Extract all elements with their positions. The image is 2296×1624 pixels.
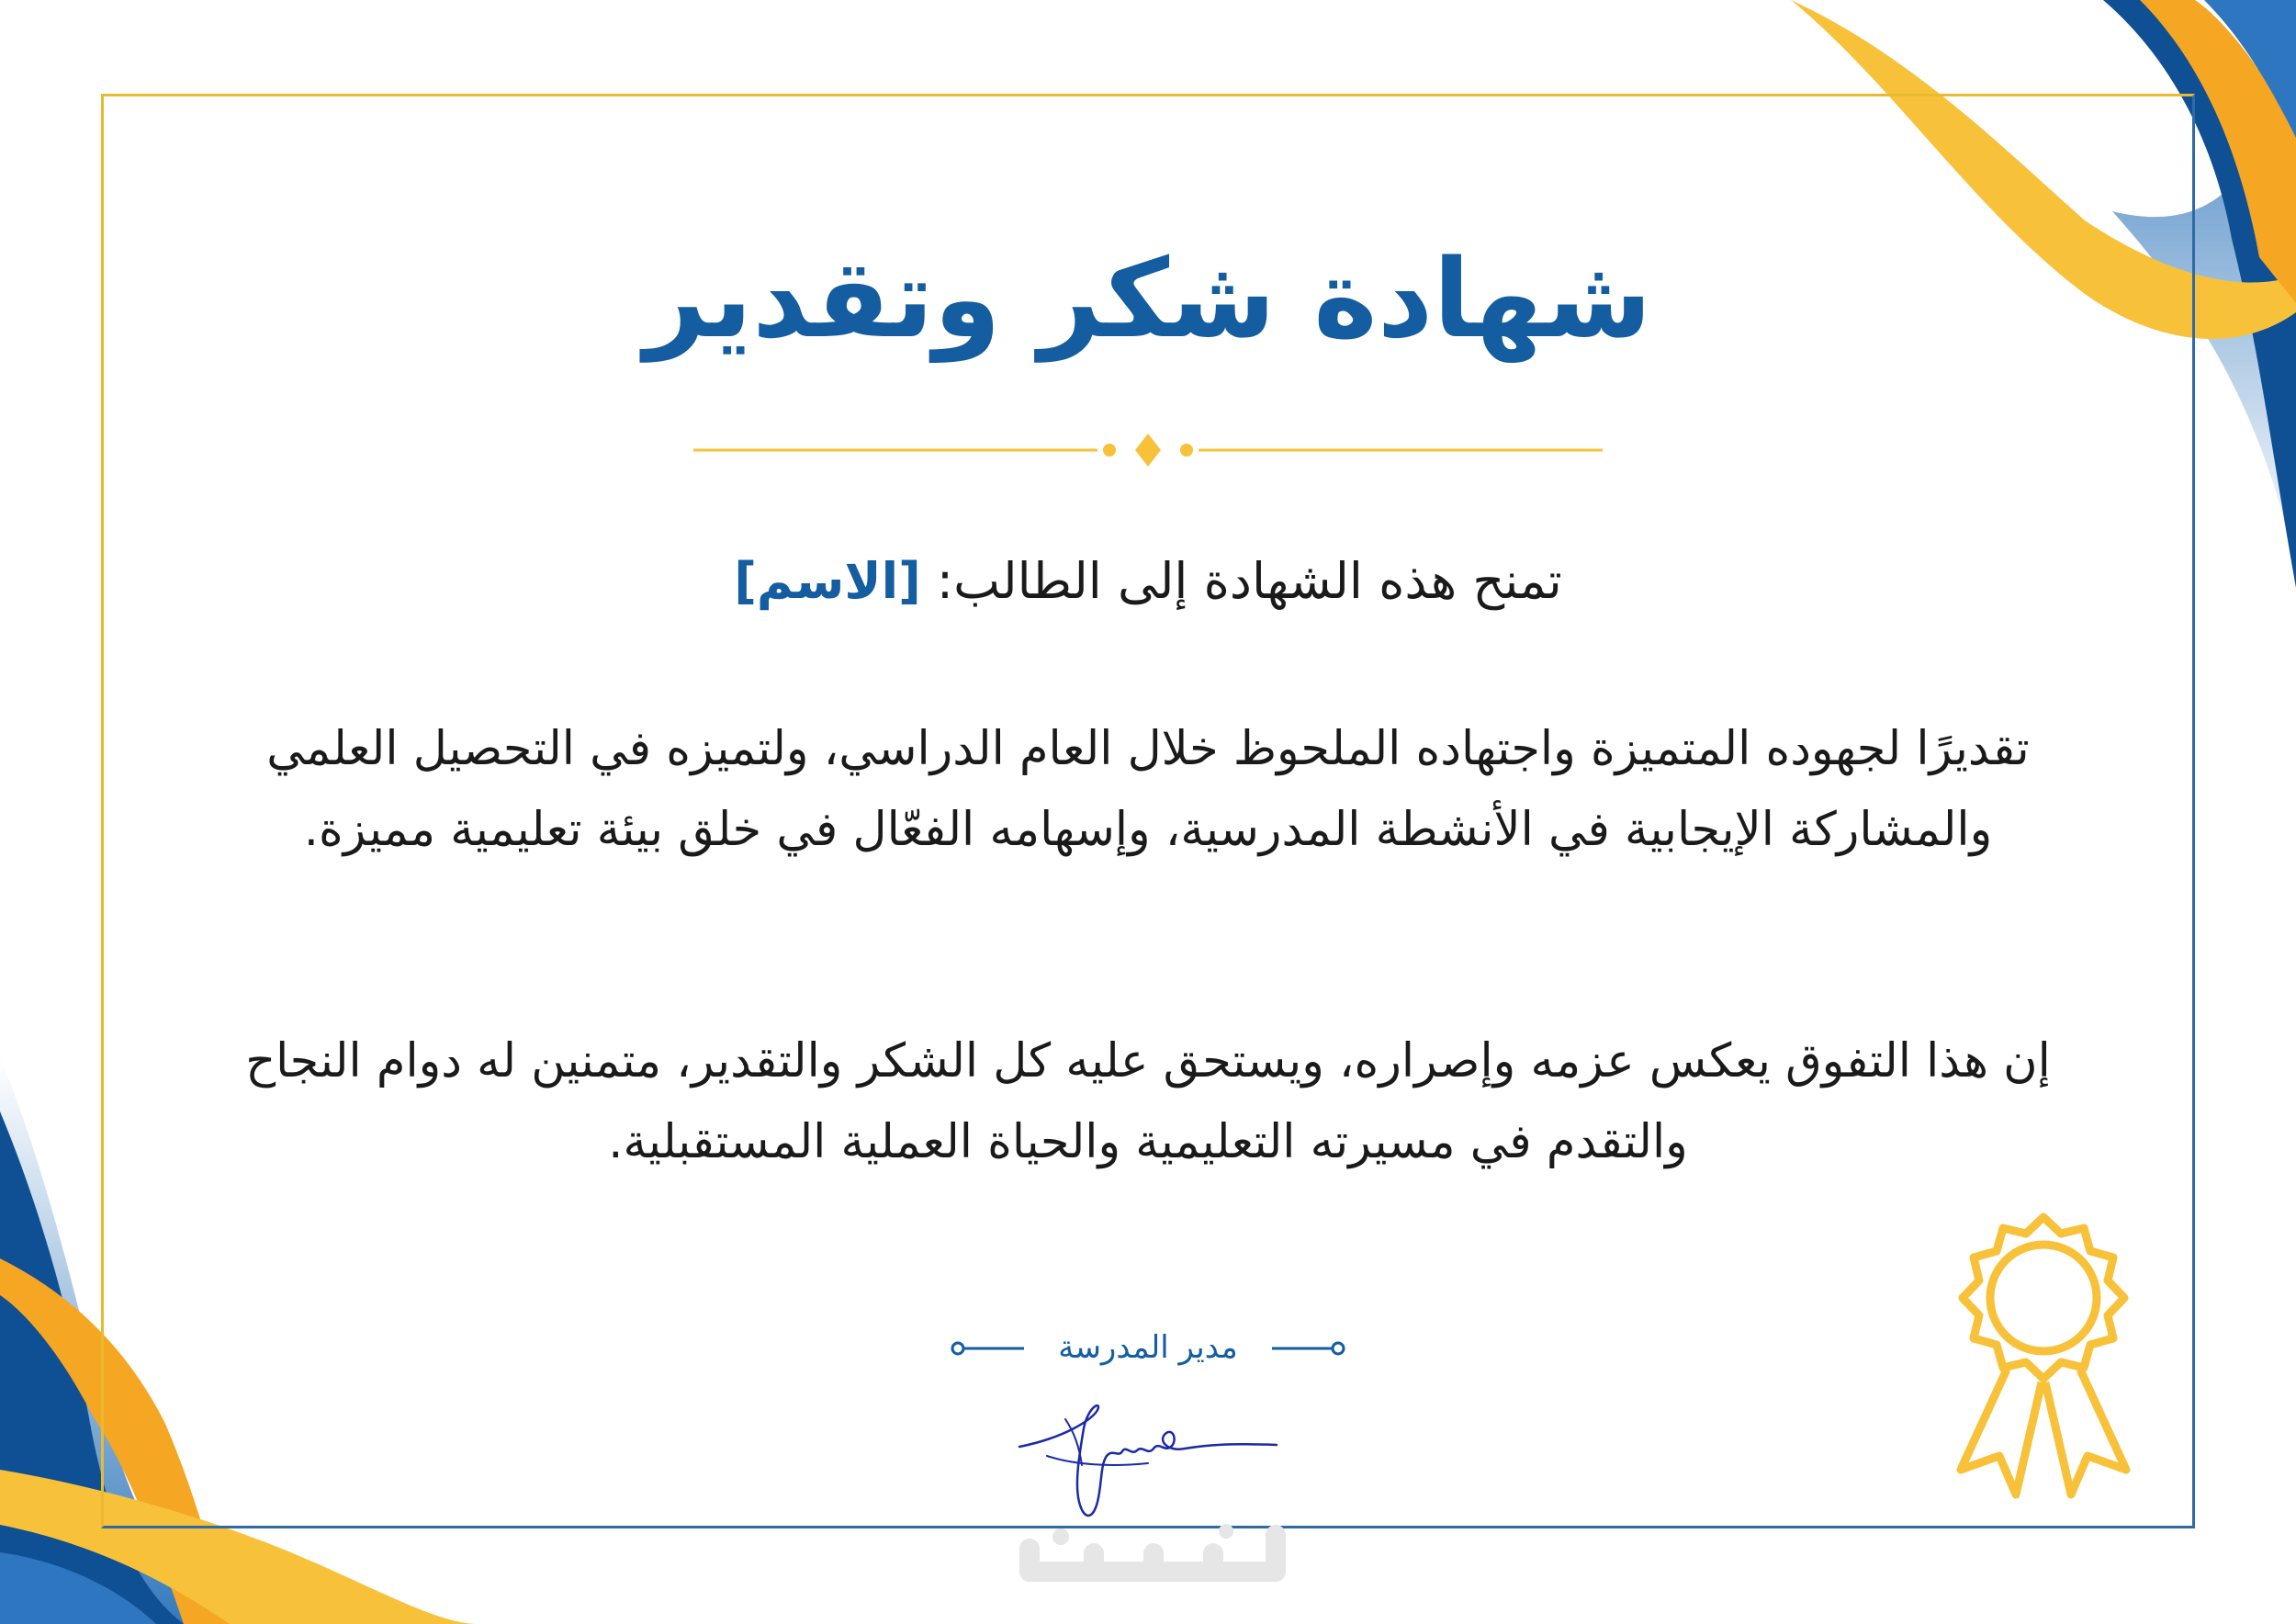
diamond-divider-icon [693, 432, 1603, 468]
award-ribbon-icon [1933, 1208, 2154, 1511]
wishes-paragraph: إن هذا التفوق يعكس عزمه وإصراره، ويستحق عليه كل الشكر والتقدير، متمنين له دوام النجاح والتقدم في مسيرته التعليمية والحياة العملية المستقبلية. [245, 1034, 2051, 1169]
principal-signature [1010, 1392, 1286, 1529]
certificate-title: شهادة شكر وتقدير [644, 235, 1652, 362]
appreciation-paragraph: تقديرًا لجهوده المتميزة واجتهاده الملحوظ خلال العام الدراسي، ولتميزه في التحصيل العلمي والمشاركة الإيجابية في الأنشطة المدرسية، وإسهامه الفعّال في خلق بيئة تعليمية مميزة. [266, 722, 2030, 857]
grant-prefix: تمنح هذه الشهادة إلى الطالب: [920, 552, 1562, 610]
student-name: [الاسم] [734, 552, 921, 610]
signature-label-wrap [955, 1325, 1341, 1370]
signature-label: مدير المدرسة [1058, 1329, 1238, 1366]
khamsat-watermark-logo [1006, 1520, 1300, 1607]
grant-line [0, 549, 2296, 614]
